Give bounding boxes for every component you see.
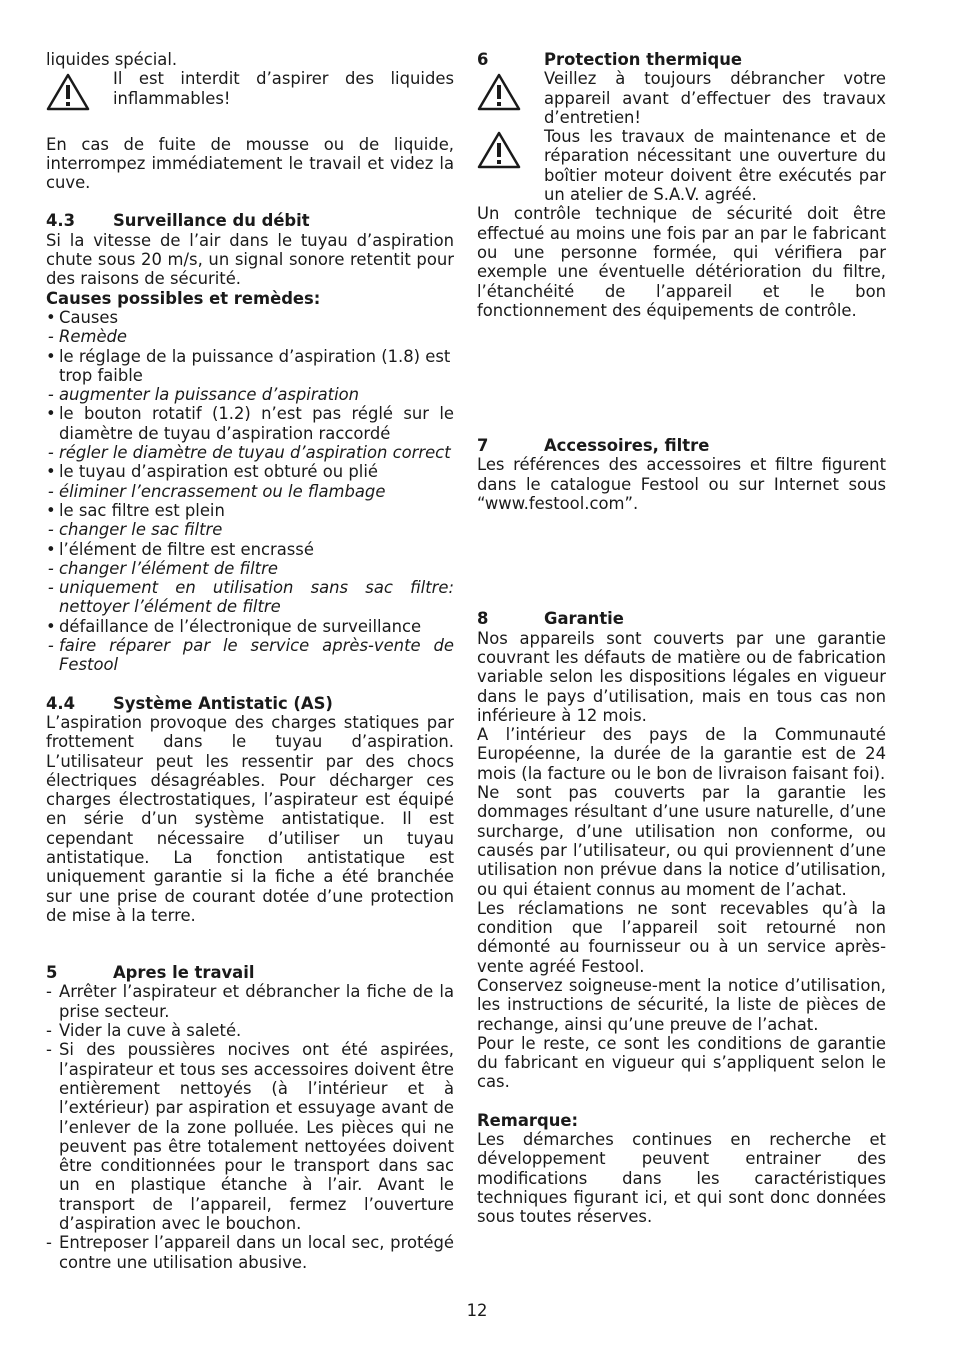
remedy-item: - uniquement en utilisation sans sac filtre: nettoyer l’élément de filtre bbox=[47, 578, 454, 617]
warning-text: Il est interdit d’aspirer des liquides inflammables! bbox=[113, 69, 454, 108]
paragraph: A l’intérieur des pays de la Communauté Européenne, la durée de la garantie est de 24 mois (la facture ou le bon de livraison faisant foi). bbox=[477, 725, 886, 783]
remedy-item: - changer l’élément de filtre bbox=[47, 558, 278, 578]
paragraph: Pour le reste, ce sont les conditions de garantie du fabricant en vigueur qui s’appliquent selon le cas. bbox=[477, 1033, 886, 1092]
section-number: 8 bbox=[477, 609, 489, 629]
legend-remedy: - Remède bbox=[47, 327, 128, 347]
paragraph: Ne sont pas couverts par la garantie les dommages résultant d’une usure naturelle, d’une surcharge, d’une utilisation non conforme, ou causés par l’utilisateur, ou qui proviennent d’une utilisation non prévue dans la notice d’utilisation, ou qui étaient connus au moment de l’achat. bbox=[477, 783, 886, 899]
remedy-item: - faire réparer par le service après-vente de Festool bbox=[47, 636, 454, 675]
paragraph: Conservez soigneuse-ment la notice d’utilisation, les instructions de sécurité, la liste de pièces de rechange, ainsi qu’une preuve de l’achat. bbox=[477, 975, 886, 1034]
warning-text: Veillez à toujours débrancher votre appareil avant d’effectuer des travaux d’entretien! bbox=[544, 69, 886, 127]
cause-item: • défaillance de l’électronique de surveillance bbox=[46, 616, 422, 636]
list-item: - Si des poussières nocives ont été aspirées, l’aspirateur et tous ses accessoires doivent être entièrement nettoyés (à l’intérieur et à l’extérieur) par aspiration et essuyage avant de l’enlever de la zone polluée. Les pièces qui ne peuvent pas être totalement nettoyées doivent être conditionnées pour le transport dans sac un en plastique étanche à l’air. Avant le transport de l’appareil, fermez l’ouverture d’aspiration avec le bouchon. bbox=[46, 1040, 454, 1234]
warning-block bbox=[46, 69, 454, 115]
section-title: Accessoires, filtre bbox=[544, 436, 710, 456]
warning-block bbox=[477, 69, 886, 127]
remark-body: Les démarches continues en recherche et développement peuvent entrainer des modifications dans les caractéristiques techniques figurant ici, et qui sont donc données sous toutes réserves. bbox=[477, 1130, 886, 1227]
left-column bbox=[46, 50, 454, 1272]
remedy-item: - éliminer l’encrassement ou le flambage bbox=[47, 481, 386, 501]
intro-line: liquides spécial. bbox=[46, 50, 178, 69]
remedy-item: - changer le sac filtre bbox=[47, 520, 223, 540]
section-title: Surveillance du débit bbox=[113, 211, 310, 231]
right-column bbox=[477, 50, 886, 1227]
section-title: Apres le travail bbox=[113, 963, 255, 983]
section-body: Les références des accessoires et filtre figurent dans le catalogue Festool ou sur Internet sous “www.festool.com”. bbox=[477, 455, 886, 514]
section-title: Système Antistatic (AS) bbox=[113, 693, 333, 713]
warning-block bbox=[477, 127, 886, 204]
section-heading-7 bbox=[477, 436, 886, 455]
section-number: 5 bbox=[46, 963, 58, 983]
foam-paragraph: En cas de fuite de mousse ou de liquide, interrompez immédiatement le travail et videz la cuve. bbox=[46, 134, 454, 193]
list-item: - Arrêter l’aspirateur et débrancher la fiche de la prise secteur. bbox=[46, 982, 454, 1021]
section-body: L’aspiration provoque des charges statiques par frottement dans le tuyau d’aspiration. L’utilisateur peut les ressentir par des chocs électriques désagréables. Pour décharger ces charges électrostatiques, l’aspirateur est équipé en série d’un système antistatique. Il est cependant nécessaire d’utiliser un tuyau antistatique. La fonction antistatique est uniquement garantie si la fiche a été branchée sur une prise de courant dotée d’une protection de mise à la terre. bbox=[46, 712, 454, 925]
cause-item: • l’élément de filtre est encrassé bbox=[46, 539, 314, 559]
section-heading-8 bbox=[477, 609, 886, 628]
warning-triangle-icon bbox=[477, 69, 544, 115]
cause-item: • le sac filtre est plein bbox=[46, 500, 225, 520]
section-body: Un contrôle technique de sécurité doit être effectué au moins une fois par an par le fabricant ou une personne formée, qui vérifiera par exemple une éventuelle détérioration du filtre, l’étanchéité de l’appareil et le bon fonctionnement des équipements de contrôle. bbox=[477, 204, 886, 320]
section-number: 7 bbox=[477, 436, 489, 456]
cause-item: • le bouton rotatif (1.2) n’est pas réglé sur le diamètre de tuyau d’aspiration raccordé bbox=[46, 404, 454, 443]
remedy-item: - régler le diamètre de tuyau d’aspiration correct bbox=[47, 443, 451, 463]
legend-cause: • Causes bbox=[46, 307, 119, 327]
causes-title: Causes possibles et remèdes: bbox=[46, 288, 321, 308]
paragraph: Nos appareils sont couverts par une garantie couvrant les défauts de matière ou de fabrication variable selon les dispositions légales en vigueur dans le pays d’utilisation, mais en tous cas non inférieure à 12 mois. bbox=[477, 628, 886, 725]
page-number: 12 bbox=[466, 1301, 488, 1320]
remark-title: Remarque: bbox=[477, 1110, 579, 1130]
section-number: 4.3 bbox=[46, 211, 76, 231]
paragraph: Les réclamations ne sont recevables qu’à la condition que l’appareil soit retourné non démonté au fournisseur ou à un service après-vente agréé Festool. bbox=[477, 898, 886, 976]
list-item: - Entreposer l’appareil dans un local sec, protégé contre une utilisation abusive. bbox=[46, 1233, 454, 1272]
list-item: - Vider la cuve à saleté. bbox=[46, 1021, 242, 1041]
section-title: Garantie bbox=[544, 609, 624, 629]
section-heading-6 bbox=[477, 50, 886, 69]
warning-triangle-icon bbox=[477, 127, 544, 173]
section-number: 6 bbox=[477, 50, 489, 69]
section-heading-4-3 bbox=[46, 211, 454, 230]
cause-item: • le réglage de la puissance d’aspiration (1.8) est trop faible bbox=[46, 346, 451, 385]
section-body: Si la vitesse de l’air dans le tuyau d’aspiration chute sous 20 m/s, un signal sonore retentit pour des raisons de sécurité. bbox=[46, 230, 454, 289]
section-title: Protection thermique bbox=[544, 50, 743, 69]
warning-text: Tous les travaux de maintenance et de réparation nécessitant une ouverture du boîtier moteur doivent être exécutés par un atelier de S.A.V. agréé. bbox=[544, 127, 886, 205]
warning-triangle-icon bbox=[46, 69, 113, 115]
cause-item: • le tuyau d’aspiration est obturé ou plié bbox=[46, 462, 378, 482]
section-heading-5 bbox=[46, 963, 454, 982]
section-number: 4.4 bbox=[46, 693, 76, 713]
section-heading-4-4 bbox=[46, 694, 454, 713]
remedy-item: - augmenter la puissance d’aspiration bbox=[47, 385, 360, 405]
